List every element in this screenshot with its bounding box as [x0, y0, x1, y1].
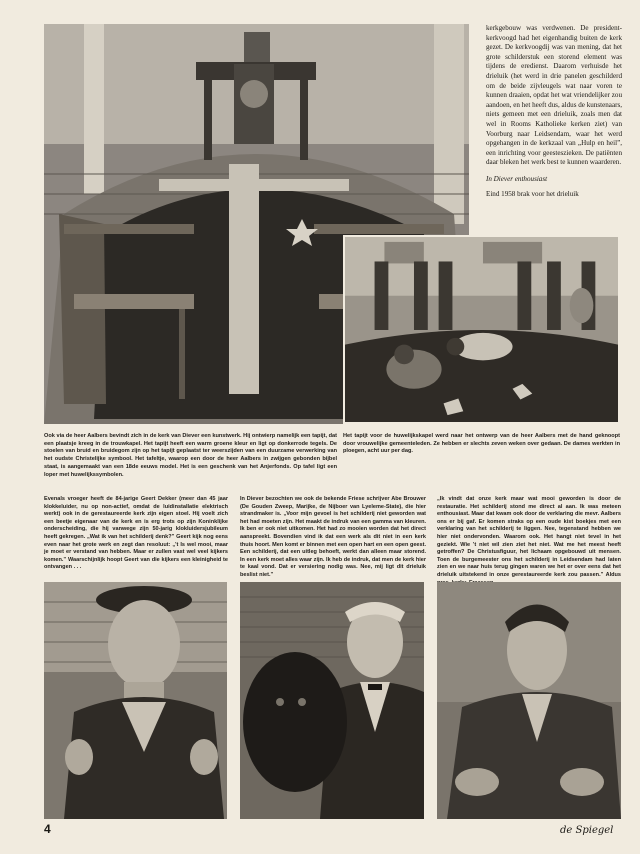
article-paragraph: kerkgebouw was verdwenen. De president-kerkvoogd had het eigenhandig buiten de kerk gezet. De kerkvoogdij was van mening, dat het grote schilderstuk een storend element was tijdens de eredienst. Daarom verhuisde het drieluik (het werd in drie panelen geschilderd om de beide zijvleugels wat naar voren te kunnen draaien, opdat het wat vriendelijker zou aandoen, en het heeft dus, aldus de kunstenaars, niets gemeen met een drieluik, zoals men dat wel in Rooms Katholieke kerken ziet) van Voorburg naar Leidsendam, waar het werd opgehangen in de kerkzaal van „Hulp en heil”, een inrichting voor geesteszieken. De patiënten daar bleken het werk best te kunnen waarderen.: [486, 24, 622, 167]
portrait-young-man: [437, 582, 621, 819]
portrait-old-man-cap: [44, 582, 227, 819]
article-subheading: In Diever enthousiast: [486, 174, 548, 183]
portrait-man-with-dog: [240, 582, 424, 819]
page-number: 4: [44, 822, 51, 836]
interview-column-brouwer: In Diever bezochten we ook de bekende Friese schrijver Abe Brouwer (De Gouden Zweep, Marijke, de Nijboer van Lyeleme-State), die hier strandmaker is. „Voor mijn gevoel is het schilderij niet geworden wat het had moeten zijn. Het maakt de indruk van een gamma van kleuren. Ik ben er ook niet uitkomen. Het had zo mooien worden dat het direct aanspreekt. Bovendien vind ik dat een werk als dit niet in een kerk thuis hoort. Men komt er binnen met een open hart en een open geest. Een schilderij, dat een uitleg behoeft, werkt dan alleen maar storend. In een kerk moet alles waar zijn. Ik heb de indruk, dat men de kerk hier te kaal vond. Dat er versiering nodig was. Nee, mij ligt dit drieluik beslist niet.”: [240, 496, 426, 578]
inset-photo-caption: Het tapijt voor de huwelijkskapel werd naar het ontwerp van de heer Aalbers met de hand geknoopt door vrouwelijke gemeenteleden. Ze hebben er slechts zeven weken over gedaan. De dames werkten in ploegen, acht uur per dag.: [343, 433, 620, 455]
interview-column-dekker: Evenals vroeger heeft de 84-jarige Geert Dekker (meer dan 45 jaar klokkeluider, nu op non-actief, omdat de luidinstallatie elektrisch werkt) ook in de gerestaureerde kerk zijn eigen stoel. Hij voelt zich een beetje eigenaar van de kerk en is erg trots op zijn Koninklijke onderscheiding, die hij vanwege zijn 50-jarig klokluidersjubileum heeft gekregen. „Wat ik van het schilderij denk?” Geert kijk nog eens even naar het grote werk en zegt dan resoluut: „'t Is wel mooi, maar je moet er verstand van hebben. Maar er zullen vast wel veel kijkers komen.” Waarschijnlijk hoopt Geert van die kijkers een kleinigheid te ontvangen . . .: [44, 496, 228, 571]
women-knotting-photo: [343, 235, 620, 424]
article-paragraph: Eind 1958 brak voor het drieluik: [486, 189, 579, 198]
publication-logo: de Spiegel: [560, 825, 614, 836]
main-photo-caption: Ook via de heer Aalbers bevindt zich in de kerk van Diever een kunstwerk. Hij ontwierp namelijk een tapijt, dat een plaatsje kreeg in de trouwkapel. Het tapijt heeft een warm groene kleur en ligt op donkerrode tegels. De stoelen van bruid en bruidegom zijn op het tapijt geplaatst ter weerszijden van een duurzame verwerking van het oudste Christelijke symbool. Het tafeltje, waarop een door de heer Aalbers in zwijgen gebonden bijbel staat, is aangemaakt van een 18de eeuws model. Het is een geschenk van het Anjerfonds. Op tafel ligt een loper met huwelijkssymbolen.: [44, 433, 337, 478]
article-right-column: [486, 24, 622, 199]
interview-column-fraassen: „Ik vindt dat onze kerk maar wat mooi geworden is door de restauratie. Het schilderij stond me direct al aan. Ik was meteen enthousiast. Maar dat kwam ook door de verklaring die mevr. Aalbers ons er bij gaf. Er komen straks op een oude kist boekjes met een verklaring van het schilderij te liggen. Nee, tegenstand hebben we hier niet ondervonden. Waarom ook. Het hangt niet tevel in het geziekt. Wie 't niet wil zien ziet het niet. Wat me het meest heeft getroffen? De Christusfiguur, het lichaam opgebouwd uit mensen. Toen de burgemeester ons het schilderij in Leidsendam had laten zien en we naar huis terug gingen waren we het er over eens dat het drieluik uitstekend in onze gerestaureerde kerk zou passen.” Aldus: [437, 496, 621, 578]
